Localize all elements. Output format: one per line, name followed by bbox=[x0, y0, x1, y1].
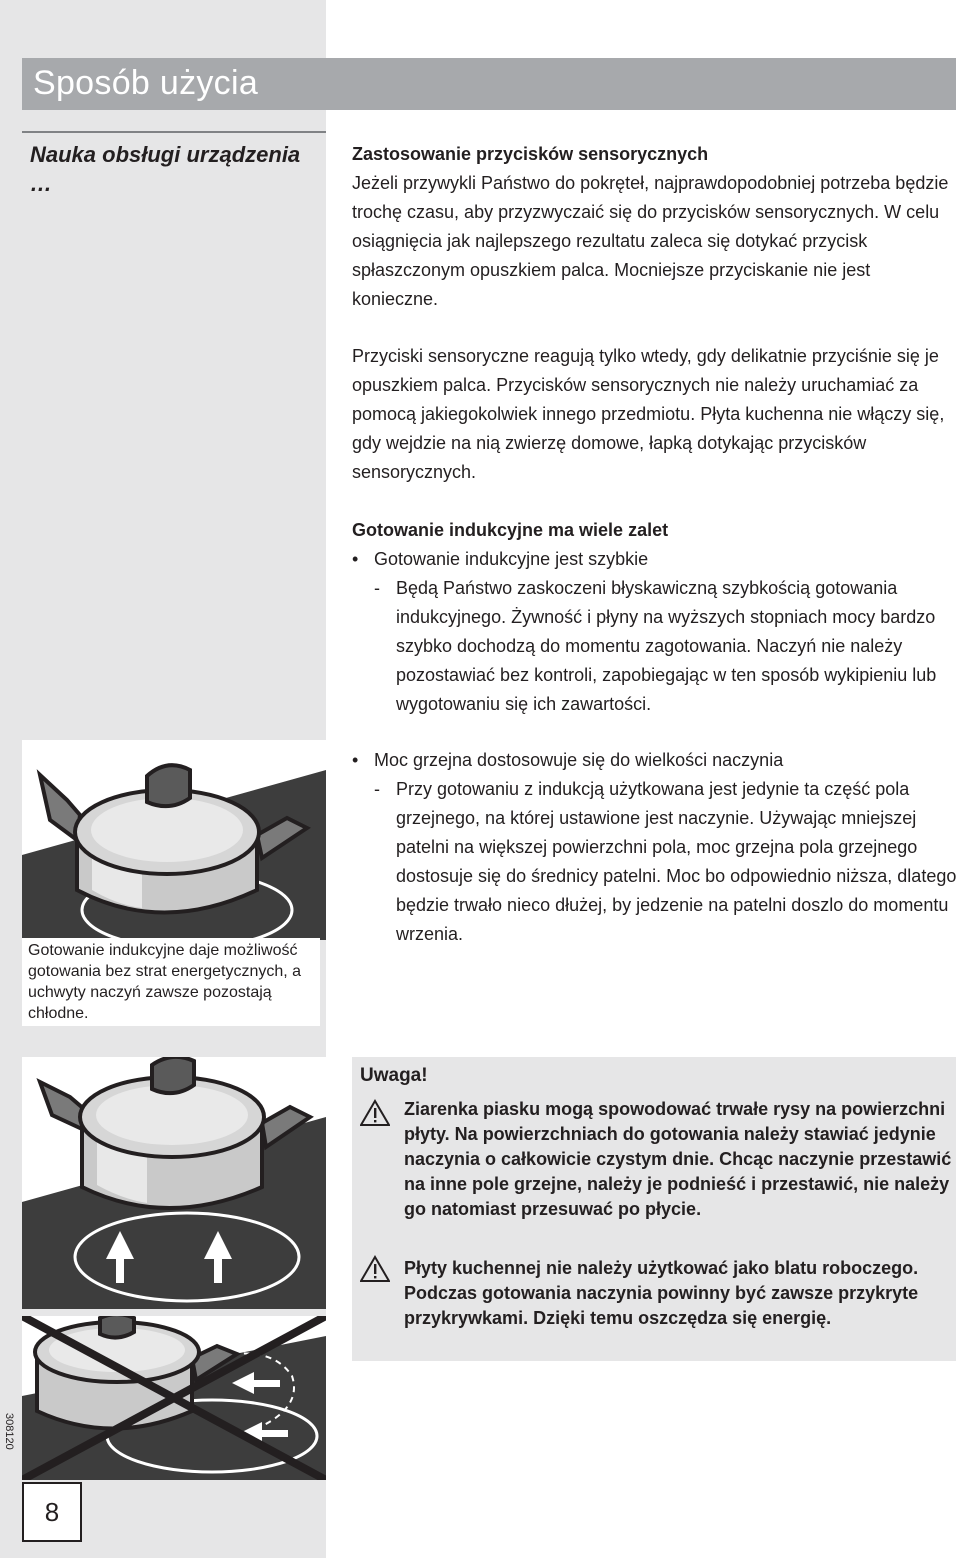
title-bar bbox=[22, 58, 956, 110]
figure-1-caption: Gotowanie indukcyjne daje możliwość gotowania bez strat energetycznych, a uchwyty naczyń zawsze pozostają chłodne. bbox=[22, 938, 320, 1026]
pot-illustration-slide-crossed bbox=[22, 1316, 326, 1480]
bullet-marker: • bbox=[352, 750, 359, 770]
sensor-paragraph-1: Jeżeli przywykli Państwo do pokręteł, najprawdopodobniej potrzeba będzie trochę czasu, aby przyzwyczaić się do przycisków sensorycznych. W celu osiągnięcia jak najlepszego rezultatu zaleca się dotykać przycisk spłaszczonym opuszkiem palca. Mocniejsze przyciskanie nie jest konieczne. bbox=[352, 173, 949, 309]
bullet-marker: • bbox=[352, 549, 359, 569]
dash-item bbox=[352, 574, 958, 719]
warning-item-1: Ziarenka piasku mogą spowodować trwałe rysy na powierzchni płyty. Na powierzchniach do gotowania należy stawiać jedynie naczynia o całkowicie czystym dnie. Chcąc naczynie przestawić na inne pole grzejne, należy je podnieść i przestawić, nie należy go natomiast przesuwać po płycie. bbox=[404, 1099, 952, 1219]
page-number: 8 bbox=[22, 1482, 82, 1542]
bullet-text: Gotowanie indukcyjne jest szybkie bbox=[374, 549, 649, 569]
pot-illustration-1 bbox=[22, 740, 326, 940]
induction-section bbox=[352, 516, 958, 719]
warning-box bbox=[352, 1057, 956, 1361]
warning-title: Uwaga! bbox=[360, 1065, 428, 1086]
bullet-item bbox=[352, 746, 958, 775]
warning-triangle-icon bbox=[360, 1099, 390, 1127]
sensor-section-2 bbox=[352, 342, 958, 487]
dash-item bbox=[352, 775, 958, 949]
dash-text: Przy gotowaniu z indukcją użytkowana jest jedynie ta część pola grzejnego, na której ustawione jest naczynie. Używając mniejszej patelni na większej powierzchni pola, moc grzejna pola grzejnego dostosuje się do średnicy patelni. Moc bo odpowiednio niższa, dlatego będzie trwało nieco dłużej, by jedzenie na patelni doszlo do momentu wrzenia. bbox=[396, 779, 957, 944]
sensor-section bbox=[352, 140, 958, 314]
bullet-item bbox=[352, 545, 958, 574]
section-label: Nauka obsługi urządzenia … bbox=[30, 142, 301, 196]
induction-heading: Gotowanie indukcyjne ma wiele zalet bbox=[352, 520, 669, 540]
dash-marker: - bbox=[374, 578, 380, 598]
document-code: 308120 bbox=[3, 1413, 15, 1450]
bullet-text: Moc grzejna dostosowuje się do wielkości naczynia bbox=[374, 750, 784, 770]
warning-item-2: Płyty kuchennej nie należy użytkować jako blatu roboczego. Podczas gotowania naczynia powinny być zawsze przykryte przykrywkami. Dzięki temu oszczędza się energię. bbox=[404, 1258, 919, 1328]
section-rule bbox=[22, 131, 326, 133]
page-title: Sposób użycia bbox=[33, 64, 259, 102]
dash-text: Będą Państwo zaskoczeni błyskawiczną szybkością gotowania indukcyjnego. Żywność i płyny na wyższych stopniach mocy bardzo szybko dochodzą do momentu zagotowania. Naczyń nie należy pozostawiać bez kontroli, zapobiegając w ten sposób wykipieniu lub wygotowaniu się ich zawartości. bbox=[396, 578, 937, 714]
sensor-paragraph-2: Przyciski sensoryczne reagują tylko wtedy, gdy delikatnie przyciśnie się je opuszkiem palca. Przycisków sensorycznych nie należy uruchamiać za pomocą jakiegokolwiek innego przedmiotu. Płyta kuchenna nie włączy się, gdy wejdzie na nią zwierzę domowe, łapką dotykając przycisków sensorycznych. bbox=[352, 346, 945, 482]
power-section bbox=[352, 746, 958, 949]
warning-triangle-icon bbox=[360, 1255, 390, 1283]
sensor-heading: Zastosowanie przycisków sensorycznych bbox=[352, 144, 709, 164]
pot-illustration-lift bbox=[22, 1057, 326, 1309]
dash-marker: - bbox=[374, 779, 380, 799]
